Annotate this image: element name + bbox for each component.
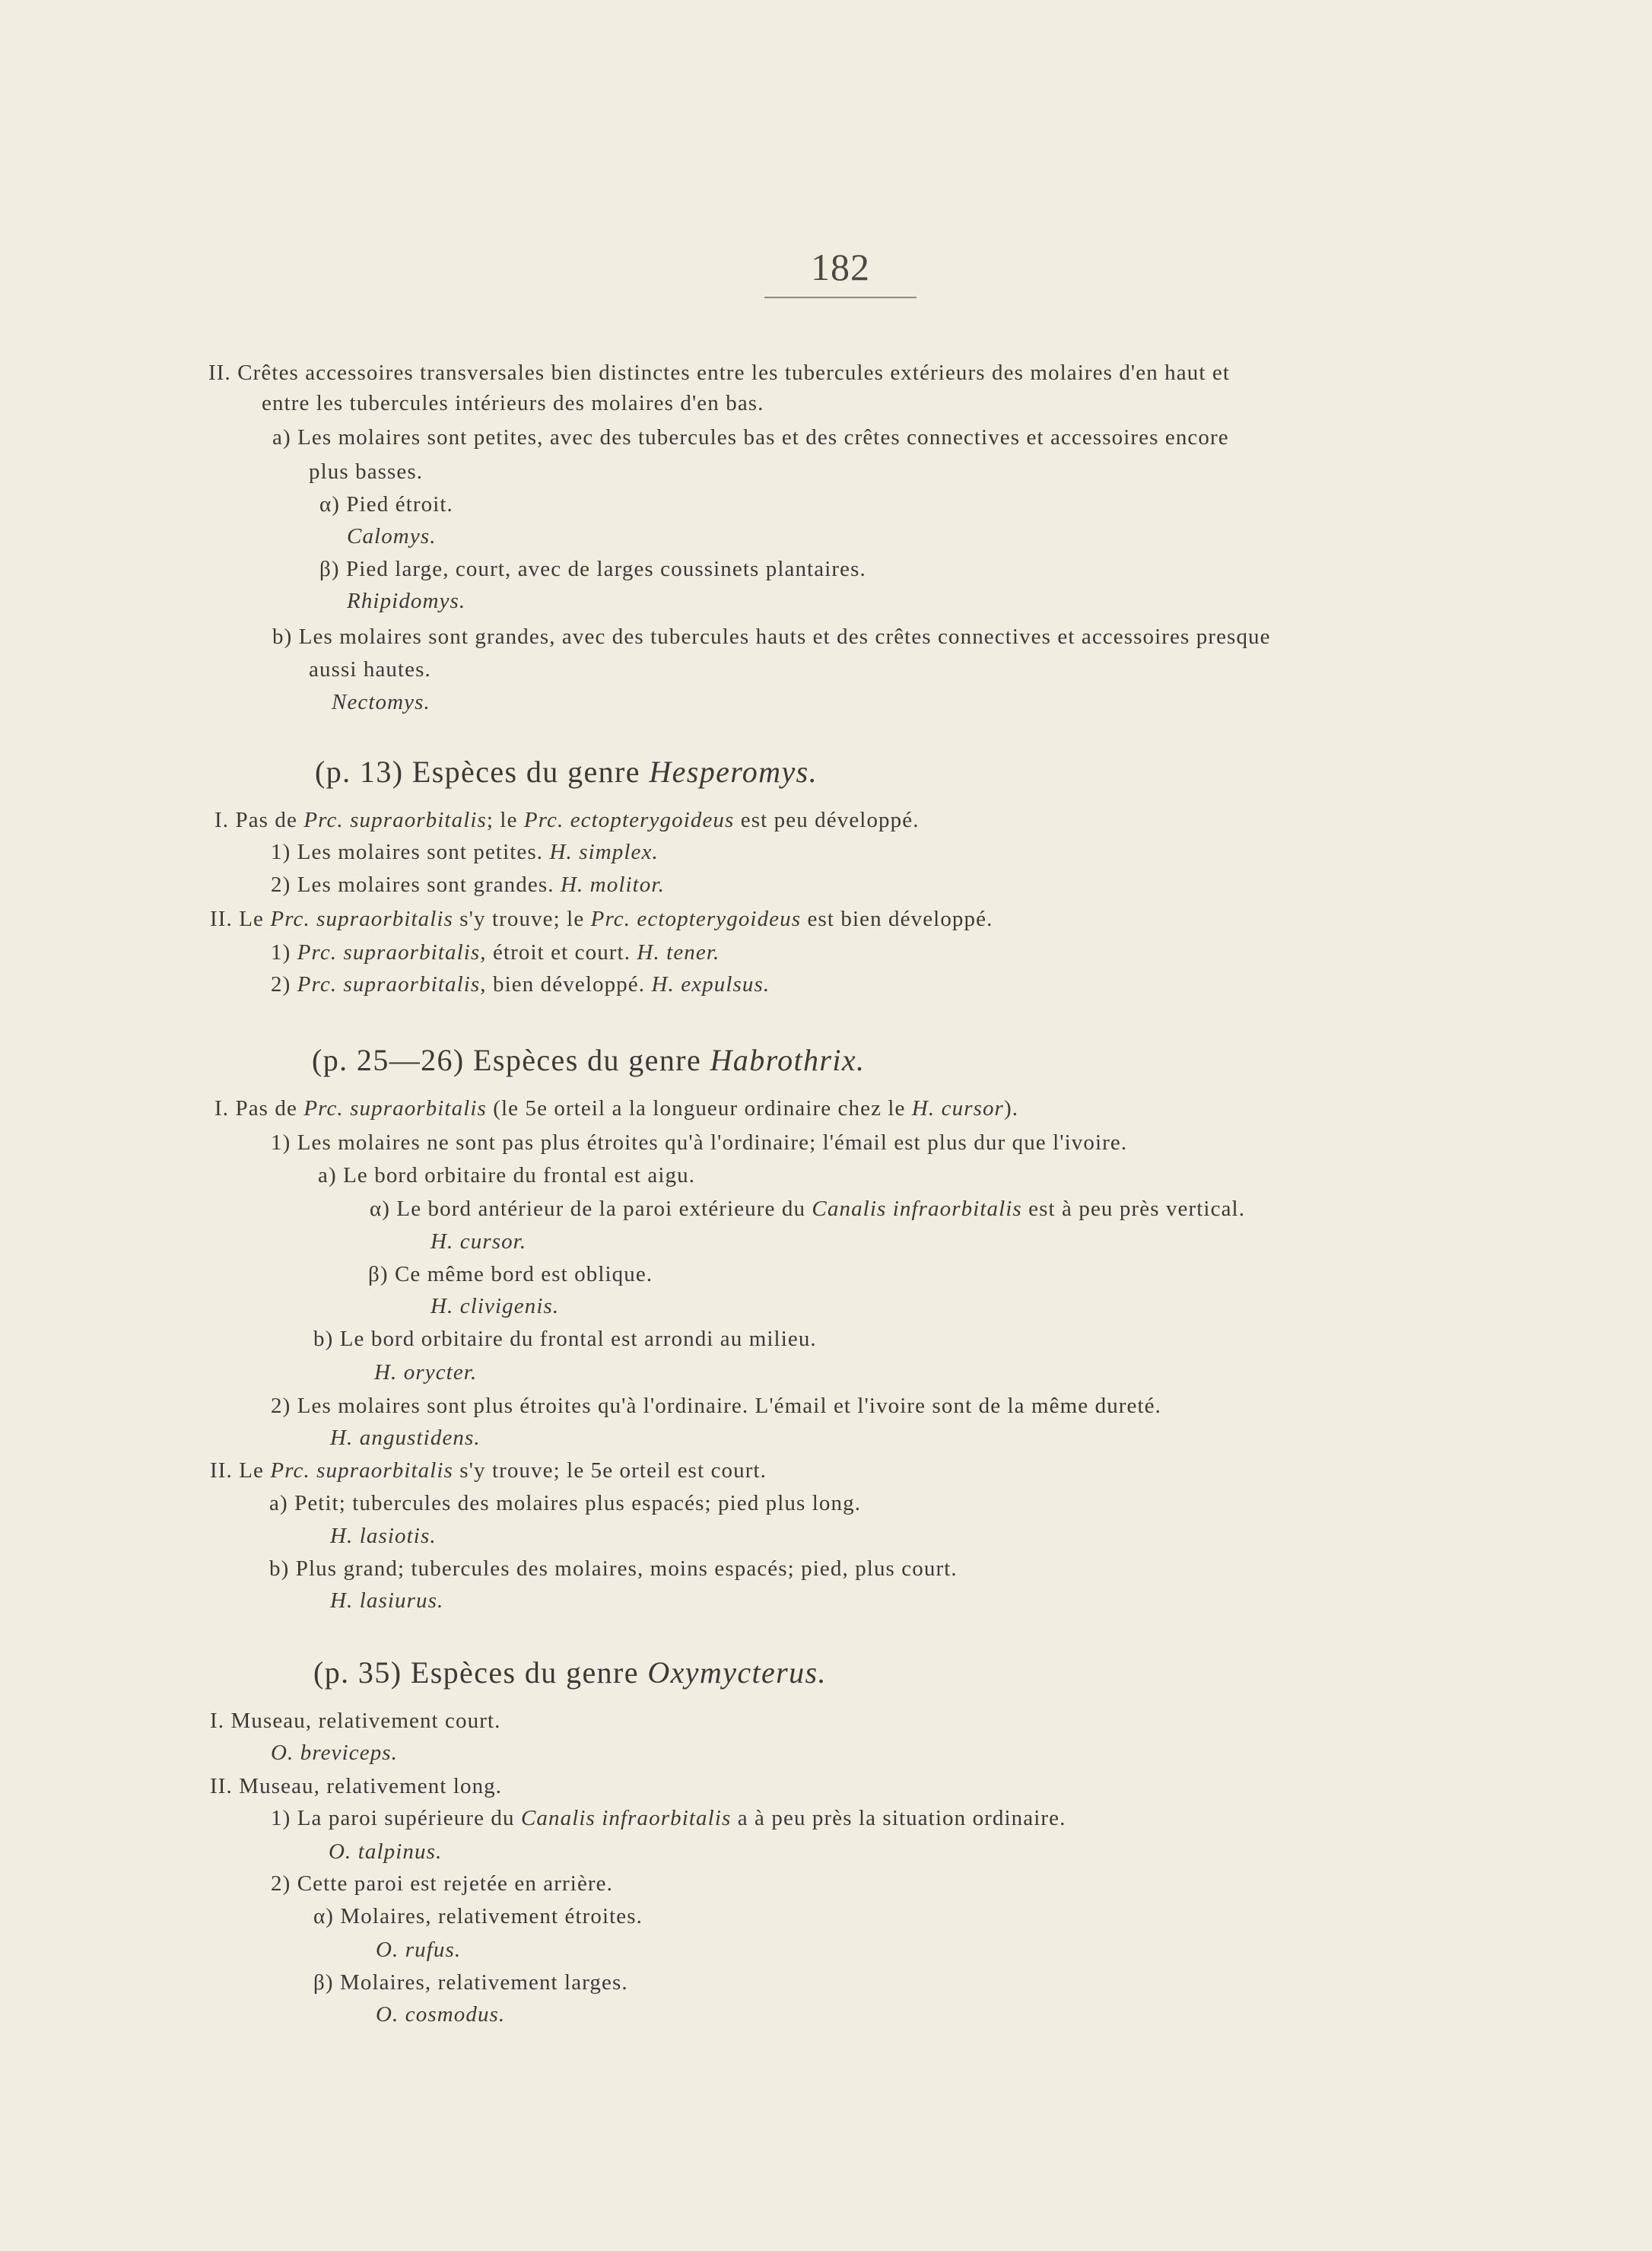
key-line: 2) Prc. supraorbitalis, bien développé. H. expulsus.: [271, 972, 770, 997]
page-number: 182: [811, 246, 870, 288]
page-number-rule: [764, 297, 917, 298]
key-line: α) Pied étroit.: [319, 492, 453, 517]
key-line: a) Les molaires sont petites, avec des tubercules bas et des crêtes connectives et accessoires encore: [272, 425, 1229, 450]
taxon-name: O. talpinus.: [329, 1839, 443, 1864]
key-line: 1) La paroi supérieure du Canalis infraorbitalis a à peu près la situation ordinaire.: [271, 1806, 1066, 1830]
key-line: I. Museau, relativement court.: [210, 1709, 501, 1733]
key-line: II. Le Prc. supraorbitalis s'y trouve; le Prc. ectopterygoideus est bien développé.: [210, 907, 993, 931]
key-line: aussi hautes.: [309, 657, 431, 682]
taxon-name: H. orycter.: [374, 1360, 478, 1385]
key-line: II. Museau, relativement long.: [210, 1774, 503, 1798]
key-line: 2) Les molaires sont plus étroites qu'à l'ordinaire. L'émail et l'ivoire sont de la même dureté.: [271, 1394, 1162, 1418]
key-line: a) Le bord orbitaire du frontal est aigu.: [318, 1163, 696, 1187]
key-line: β) Molaires, relativement larges.: [313, 1970, 628, 1995]
section-heading: (p. 25—26) Espèces du genre Habrothrix.: [312, 1043, 866, 1077]
key-line: b) Plus grand; tubercules des molaires, moins espacés; pied, plus court.: [269, 1556, 958, 1581]
section-heading: (p. 13) Espèces du genre Hesperomys.: [315, 755, 818, 789]
key-line: α) Le bord antérieur de la paroi extérieure du Canalis infraorbitalis est à peu près vertical.: [370, 1197, 1246, 1221]
taxon-name: Calomys.: [347, 524, 437, 548]
taxon-name: O. cosmodus.: [376, 2002, 506, 2027]
key-line: a) Petit; tubercules des molaires plus espacés; pied plus long.: [269, 1491, 862, 1515]
taxon-name: H. cursor.: [430, 1229, 527, 1254]
taxon-name: Rhipidomys.: [347, 589, 466, 613]
key-line: 2) Cette paroi est rejetée en arrière.: [271, 1871, 613, 1896]
taxon-name: H. angustidens.: [330, 1426, 481, 1450]
section-heading: (p. 35) Espèces du genre Oxymycterus.: [313, 1655, 827, 1690]
taxon-name: O. rufus.: [376, 1938, 462, 1962]
taxon-name: H. clivigenis.: [430, 1294, 560, 1318]
taxon-name: Nectomys.: [332, 690, 430, 714]
key-line: b) Les molaires sont grandes, avec des tubercules hauts et des crêtes connectives et accessoires presque: [272, 625, 1271, 649]
key-line: 2) Les molaires sont grandes. H. molitor.: [271, 873, 665, 897]
taxon-name: H. lasiotis.: [330, 1524, 437, 1548]
taxon-name: O. breviceps.: [271, 1741, 399, 1765]
key-line: 1) Prc. supraorbitalis, étroit et court. H. tener.: [271, 940, 720, 965]
key-line: plus basses.: [309, 459, 424, 484]
key-line: II. Crêtes accessoires transversales bien distinctes entre les tubercules extérieurs des molaires d'en haut et: [208, 361, 1230, 385]
key-line: I. Pas de Prc. supraorbitalis (le 5e orteil a la longueur ordinaire chez le H. cursor).: [214, 1096, 1019, 1121]
key-line: β) Ce même bord est oblique.: [368, 1262, 653, 1286]
key-line: II. Le Prc. supraorbitalis s'y trouve; le 5e orteil est court.: [210, 1458, 767, 1483]
taxon-name: H. lasiurus.: [330, 1588, 444, 1613]
key-line: I. Pas de Prc. supraorbitalis; le Prc. ectopterygoideus est peu développé.: [214, 808, 920, 832]
key-line: entre les tubercules intérieurs des molaires d'en bas.: [262, 391, 764, 415]
key-line: β) Pied large, court, avec de larges coussinets plantaires.: [319, 557, 866, 581]
key-line: 1) Les molaires sont petites. H. simplex.: [271, 840, 659, 864]
key-line: 1) Les molaires ne sont pas plus étroites qu'à l'ordinaire; l'émail est plus dur que l'ivoire.: [271, 1130, 1128, 1155]
key-line: b) Le bord orbitaire du frontal est arrondi au milieu.: [313, 1327, 817, 1351]
key-line: α) Molaires, relativement étroites.: [313, 1904, 643, 1928]
